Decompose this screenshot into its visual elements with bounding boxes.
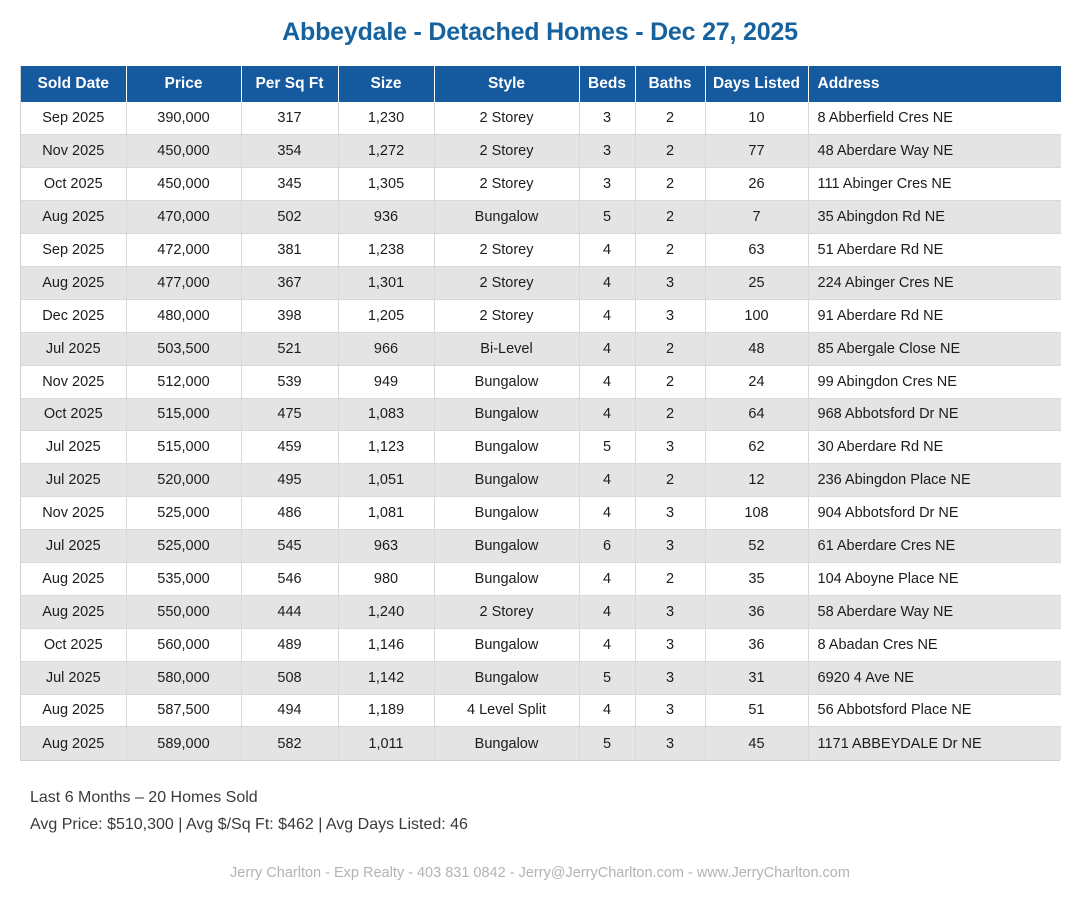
cell-baths: 2 [635, 464, 705, 497]
table-row [21, 694, 1061, 727]
table-row [21, 431, 1061, 464]
sales-table [21, 66, 1061, 760]
table-row [21, 234, 1061, 267]
cell-per-sq-ft: 354 [241, 135, 338, 168]
cell-address: 56 Abbotsford Place NE [808, 694, 1061, 727]
table-row [21, 365, 1061, 398]
cell-size: 1,189 [338, 694, 434, 727]
cell-beds: 4 [579, 628, 635, 661]
cell-baths: 2 [635, 365, 705, 398]
cell-price: 580,000 [126, 661, 241, 694]
cell-days-listed: 36 [705, 595, 808, 628]
column-header-address[interactable]: Address [808, 66, 1061, 102]
table-row [21, 398, 1061, 431]
cell-address: 61 Aberdare Cres NE [808, 530, 1061, 563]
cell-days-listed: 52 [705, 530, 808, 563]
cell-size: 1,081 [338, 497, 434, 530]
table-row [21, 201, 1061, 234]
cell-sold-date: Jul 2025 [21, 464, 126, 497]
cell-per-sq-ft: 582 [241, 727, 338, 760]
cell-address: 104 Aboyne Place NE [808, 562, 1061, 595]
table-row [21, 102, 1061, 135]
cell-price: 525,000 [126, 497, 241, 530]
cell-size: 980 [338, 562, 434, 595]
cell-beds: 3 [579, 135, 635, 168]
cell-beds: 5 [579, 661, 635, 694]
cell-size: 1,142 [338, 661, 434, 694]
table-body [21, 102, 1061, 760]
cell-address: 35 Abingdon Rd NE [808, 201, 1061, 234]
cell-beds: 3 [579, 168, 635, 201]
cell-baths: 2 [635, 562, 705, 595]
cell-days-listed: 51 [705, 694, 808, 727]
cell-price: 470,000 [126, 201, 241, 234]
cell-address: 91 Aberdare Rd NE [808, 299, 1061, 332]
cell-beds: 4 [579, 398, 635, 431]
cell-sold-date: Aug 2025 [21, 727, 126, 760]
cell-days-listed: 26 [705, 168, 808, 201]
cell-size: 1,230 [338, 102, 434, 135]
cell-address: 99 Abingdon Cres NE [808, 365, 1061, 398]
cell-address: 236 Abingdon Place NE [808, 464, 1061, 497]
cell-size: 1,238 [338, 234, 434, 267]
cell-beds: 4 [579, 694, 635, 727]
cell-beds: 4 [579, 562, 635, 595]
cell-style: Bungalow [434, 431, 579, 464]
table-row [21, 661, 1061, 694]
column-header-days-listed[interactable]: Days Listed [705, 66, 808, 102]
cell-style: Bungalow [434, 628, 579, 661]
cell-sold-date: Oct 2025 [21, 398, 126, 431]
cell-per-sq-ft: 367 [241, 266, 338, 299]
cell-per-sq-ft: 317 [241, 102, 338, 135]
cell-sold-date: Aug 2025 [21, 201, 126, 234]
cell-beds: 4 [579, 266, 635, 299]
cell-price: 512,000 [126, 365, 241, 398]
cell-size: 1,301 [338, 266, 434, 299]
cell-style: Bungalow [434, 530, 579, 563]
cell-style: 2 Storey [434, 135, 579, 168]
cell-sold-date: Jul 2025 [21, 530, 126, 563]
cell-per-sq-ft: 545 [241, 530, 338, 563]
column-header-beds[interactable]: Beds [579, 66, 635, 102]
cell-price: 450,000 [126, 168, 241, 201]
cell-price: 520,000 [126, 464, 241, 497]
cell-sold-date: Aug 2025 [21, 562, 126, 595]
cell-address: 8 Abberfield Cres NE [808, 102, 1061, 135]
table-row [21, 628, 1061, 661]
cell-baths: 2 [635, 102, 705, 135]
cell-per-sq-ft: 494 [241, 694, 338, 727]
cell-baths: 3 [635, 530, 705, 563]
cell-baths: 3 [635, 727, 705, 760]
cell-beds: 4 [579, 595, 635, 628]
table-row [21, 266, 1061, 299]
cell-per-sq-ft: 546 [241, 562, 338, 595]
cell-price: 587,500 [126, 694, 241, 727]
cell-baths: 3 [635, 595, 705, 628]
cell-sold-date: Oct 2025 [21, 628, 126, 661]
cell-baths: 2 [635, 201, 705, 234]
cell-beds: 3 [579, 102, 635, 135]
cell-price: 525,000 [126, 530, 241, 563]
cell-sold-date: Jul 2025 [21, 332, 126, 365]
cell-style: 2 Storey [434, 168, 579, 201]
cell-days-listed: 100 [705, 299, 808, 332]
cell-per-sq-ft: 489 [241, 628, 338, 661]
cell-baths: 3 [635, 628, 705, 661]
cell-days-listed: 35 [705, 562, 808, 595]
cell-days-listed: 77 [705, 135, 808, 168]
cell-days-listed: 108 [705, 497, 808, 530]
cell-per-sq-ft: 539 [241, 365, 338, 398]
table-header-row [21, 66, 1061, 102]
cell-address: 58 Aberdare Way NE [808, 595, 1061, 628]
table-row [21, 168, 1061, 201]
page-title: Abbeydale - Detached Homes - Dec 27, 2025 [282, 18, 798, 46]
cell-address: 904 Abbotsford Dr NE [808, 497, 1061, 530]
column-header-per-sq-ft[interactable]: Per Sq Ft [241, 66, 338, 102]
cell-sold-date: Jul 2025 [21, 431, 126, 464]
cell-baths: 2 [635, 332, 705, 365]
cell-beds: 5 [579, 727, 635, 760]
cell-per-sq-ft: 486 [241, 497, 338, 530]
cell-style: Bi-Level [434, 332, 579, 365]
cell-per-sq-ft: 459 [241, 431, 338, 464]
cell-price: 535,000 [126, 562, 241, 595]
cell-style: Bungalow [434, 398, 579, 431]
cell-price: 472,000 [126, 234, 241, 267]
table-row [21, 135, 1061, 168]
column-header-sold-date[interactable]: Sold Date [21, 66, 126, 102]
cell-per-sq-ft: 398 [241, 299, 338, 332]
cell-size: 1,272 [338, 135, 434, 168]
cell-days-listed: 10 [705, 102, 808, 135]
cell-beds: 4 [579, 299, 635, 332]
cell-price: 550,000 [126, 595, 241, 628]
cell-size: 1,083 [338, 398, 434, 431]
cell-price: 503,500 [126, 332, 241, 365]
cell-baths: 3 [635, 299, 705, 332]
cell-style: 4 Level Split [434, 694, 579, 727]
summary-line-averages: Avg Price: $510,300 | Avg $/Sq Ft: $462 | Avg Days Listed: 46 [30, 816, 468, 834]
cell-per-sq-ft: 381 [241, 234, 338, 267]
cell-price: 515,000 [126, 431, 241, 464]
cell-baths: 2 [635, 234, 705, 267]
cell-style: Bungalow [434, 562, 579, 595]
cell-per-sq-ft: 475 [241, 398, 338, 431]
cell-beds: 4 [579, 332, 635, 365]
cell-baths: 3 [635, 497, 705, 530]
cell-price: 390,000 [126, 102, 241, 135]
cell-days-listed: 7 [705, 201, 808, 234]
table-row [21, 332, 1061, 365]
cell-style: 2 Storey [434, 595, 579, 628]
cell-style: Bungalow [434, 727, 579, 760]
table-row [21, 497, 1061, 530]
cell-baths: 3 [635, 431, 705, 464]
cell-sold-date: Sep 2025 [21, 234, 126, 267]
cell-beds: 4 [579, 365, 635, 398]
table-row [21, 530, 1061, 563]
cell-baths: 2 [635, 135, 705, 168]
cell-address: 968 Abbotsford Dr NE [808, 398, 1061, 431]
cell-sold-date: Dec 2025 [21, 299, 126, 332]
cell-address: 1171 ABBEYDALE Dr NE [808, 727, 1061, 760]
cell-size: 936 [338, 201, 434, 234]
cell-style: Bungalow [434, 497, 579, 530]
cell-sold-date: Aug 2025 [21, 694, 126, 727]
cell-style: Bungalow [434, 365, 579, 398]
cell-size: 963 [338, 530, 434, 563]
column-header-style[interactable]: Style [434, 66, 579, 102]
cell-baths: 3 [635, 694, 705, 727]
cell-address: 6920 4 Ave NE [808, 661, 1061, 694]
cell-days-listed: 24 [705, 365, 808, 398]
cell-days-listed: 63 [705, 234, 808, 267]
cell-address: 111 Abinger Cres NE [808, 168, 1061, 201]
cell-price: 515,000 [126, 398, 241, 431]
cell-size: 1,051 [338, 464, 434, 497]
summary-line-homes-sold: Last 6 Months – 20 Homes Sold [30, 788, 258, 806]
cell-sold-date: Aug 2025 [21, 595, 126, 628]
cell-beds: 4 [579, 234, 635, 267]
cell-style: Bungalow [434, 464, 579, 497]
cell-per-sq-ft: 508 [241, 661, 338, 694]
table-row [21, 595, 1061, 628]
cell-size: 1,123 [338, 431, 434, 464]
cell-per-sq-ft: 502 [241, 201, 338, 234]
cell-baths: 2 [635, 398, 705, 431]
cell-sold-date: Jul 2025 [21, 661, 126, 694]
cell-style: 2 Storey [434, 299, 579, 332]
cell-sold-date: Aug 2025 [21, 266, 126, 299]
cell-per-sq-ft: 495 [241, 464, 338, 497]
cell-size: 1,305 [338, 168, 434, 201]
cell-price: 477,000 [126, 266, 241, 299]
cell-address: 85 Abergale Close NE [808, 332, 1061, 365]
cell-days-listed: 12 [705, 464, 808, 497]
footer-attribution: Jerry Charlton - Exp Realty - 403 831 0842 - Jerry@JerryCharlton.com - www.JerryCharlton.com [230, 864, 850, 881]
cell-style: Bungalow [434, 661, 579, 694]
sales-table-container [20, 66, 1060, 761]
table-row [21, 464, 1061, 497]
column-header-size[interactable]: Size [338, 66, 434, 102]
cell-style: 2 Storey [434, 234, 579, 267]
table-row [21, 299, 1061, 332]
cell-address: 48 Aberdare Way NE [808, 135, 1061, 168]
cell-address: 30 Aberdare Rd NE [808, 431, 1061, 464]
cell-sold-date: Sep 2025 [21, 102, 126, 135]
cell-per-sq-ft: 345 [241, 168, 338, 201]
cell-beds: 6 [579, 530, 635, 563]
cell-days-listed: 62 [705, 431, 808, 464]
cell-sold-date: Oct 2025 [21, 168, 126, 201]
cell-address: 8 Abadan Cres NE [808, 628, 1061, 661]
cell-address: 224 Abinger Cres NE [808, 266, 1061, 299]
cell-size: 1,011 [338, 727, 434, 760]
cell-days-listed: 25 [705, 266, 808, 299]
cell-days-listed: 36 [705, 628, 808, 661]
cell-sold-date: Nov 2025 [21, 135, 126, 168]
cell-price: 450,000 [126, 135, 241, 168]
table-row [21, 727, 1061, 760]
cell-size: 1,240 [338, 595, 434, 628]
cell-style: 2 Storey [434, 102, 579, 135]
cell-sold-date: Nov 2025 [21, 497, 126, 530]
cell-per-sq-ft: 444 [241, 595, 338, 628]
cell-style: Bungalow [434, 201, 579, 234]
cell-beds: 5 [579, 201, 635, 234]
cell-days-listed: 64 [705, 398, 808, 431]
cell-baths: 3 [635, 661, 705, 694]
cell-days-listed: 31 [705, 661, 808, 694]
cell-price: 589,000 [126, 727, 241, 760]
cell-days-listed: 48 [705, 332, 808, 365]
column-header-price[interactable]: Price [126, 66, 241, 102]
cell-beds: 4 [579, 464, 635, 497]
cell-baths: 3 [635, 266, 705, 299]
cell-style: 2 Storey [434, 266, 579, 299]
cell-size: 1,205 [338, 299, 434, 332]
cell-size: 949 [338, 365, 434, 398]
cell-beds: 4 [579, 497, 635, 530]
cell-baths: 2 [635, 168, 705, 201]
cell-price: 480,000 [126, 299, 241, 332]
cell-sold-date: Nov 2025 [21, 365, 126, 398]
cell-beds: 5 [579, 431, 635, 464]
cell-days-listed: 45 [705, 727, 808, 760]
table-row [21, 562, 1061, 595]
table-header [21, 66, 1061, 102]
summary-block [30, 784, 1080, 839]
column-header-baths[interactable]: Baths [635, 66, 705, 102]
cell-size: 966 [338, 332, 434, 365]
cell-address: 51 Aberdare Rd NE [808, 234, 1061, 267]
cell-size: 1,146 [338, 628, 434, 661]
cell-price: 560,000 [126, 628, 241, 661]
cell-per-sq-ft: 521 [241, 332, 338, 365]
